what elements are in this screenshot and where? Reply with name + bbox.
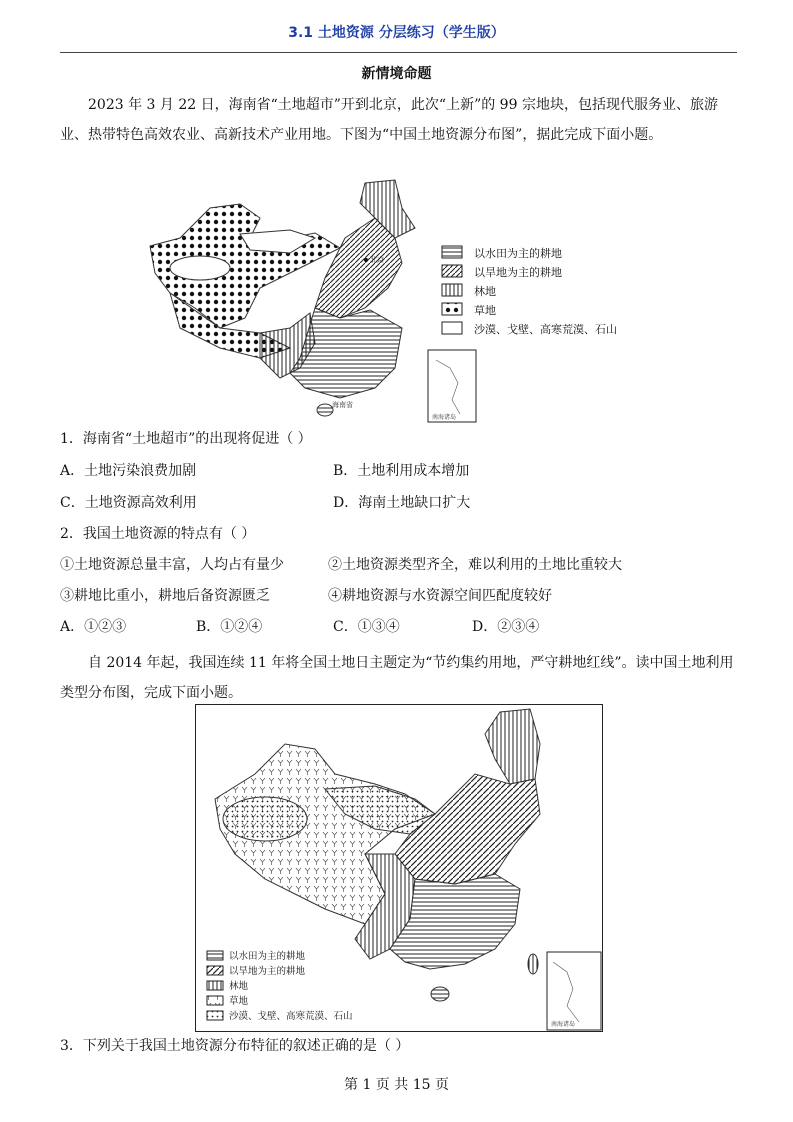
map2-hainan-island xyxy=(431,987,449,1001)
section-title: 新情境命题 xyxy=(361,66,432,82)
map2-taiwan-island xyxy=(528,954,538,974)
map1-hainan-island xyxy=(317,404,333,416)
page-header-title: 3.1 土地资源 分层练习（学生版） xyxy=(288,25,505,41)
question-2-statement-2: ②土地资源类型齐全，难以利用的土地比重较大 xyxy=(328,557,622,573)
map2-legend-swatch-grassland xyxy=(207,996,223,1005)
map2-legend-grassland: 草地 xyxy=(229,996,249,1007)
intro-paragraph-1: 2023 年 3 月 22 日，海南省“土地超市”开到北京，此次“上新”的 99 宗地块，包括现代服务业、旅游业、热带特色高效农业、高新技术产业用地。下图为“中国土地资源分布图”，据此完成下面小题。 xyxy=(60,97,718,143)
question-2-option-a[interactable]: A．①②③ xyxy=(60,619,127,635)
question-1-option-b[interactable]: B．土地利用成本增加 xyxy=(333,463,470,479)
intro-paragraph-2: 自 2014 年起，我国连续 11 年将全国土地日主题定为“节约集约用地，严守耕地红线”。读中国土地利用类型分布图，完成下面小题。 xyxy=(60,655,734,701)
map2-legend-swatch-desert xyxy=(207,1011,223,1020)
map1-legend xyxy=(442,246,617,336)
map2-legend-forest: 林地 xyxy=(229,981,249,992)
map1-legend-swatch-forest xyxy=(442,284,462,296)
question-1-option-d[interactable]: D．海南土地缺口扩大 xyxy=(333,495,471,511)
question-1-option-a[interactable]: A．土地污染浪费加剧 xyxy=(60,463,197,479)
map2-legend-dryland: 以旱地为主的耕地 xyxy=(229,966,306,977)
china-land-use-map-2 xyxy=(195,704,603,1032)
question-2-statement-1: ①土地资源总量丰富，人均占有量少 xyxy=(60,557,284,573)
map1-legend-dryland: 以旱地为主的耕地 xyxy=(474,266,562,279)
map1-legend-swatch-desert xyxy=(442,322,462,334)
map1-legend-grassland: 草地 xyxy=(474,304,496,317)
map1-legend-paddy: 以水田为主的耕地 xyxy=(474,247,562,260)
question-2-statement-3: ③耕地比重小，耕地后备资源匮乏 xyxy=(60,588,270,604)
map2-legend-desert: 沙漠、戈壁、高寒荒漠、石山 xyxy=(229,1011,353,1022)
map2-legend-swatch-forest xyxy=(207,981,223,990)
map1-legend-forest: 林地 xyxy=(474,285,496,298)
question-3-stem: 3．下列关于我国土地资源分布特征的叙述正确的是（ ） xyxy=(60,1038,410,1054)
map1-label-hainan: 海南省 xyxy=(332,401,353,409)
map1-region-desert-1 xyxy=(170,256,230,280)
map2-legend-swatch-dryland xyxy=(207,966,223,975)
map1-region-dryland xyxy=(315,218,402,318)
map2-legend-paddy: 以水田为主的耕地 xyxy=(229,951,306,962)
question-2-stem: 2．我国土地资源的特点有（ ） xyxy=(60,526,256,542)
page-footer: 第 1 页 共 15 页 xyxy=(344,1077,449,1093)
map1-legend-swatch-grassland xyxy=(442,303,462,315)
map1-legend-swatch-dryland xyxy=(442,265,462,277)
question-2-option-c[interactable]: C．①③④ xyxy=(333,619,400,635)
map1-legend-swatch-paddy xyxy=(442,246,462,258)
map2-legend-swatch-paddy xyxy=(207,951,223,960)
map1-beijing-marker xyxy=(364,258,368,262)
map2-region-desert-tarim xyxy=(223,797,307,841)
question-1-stem: 1．海南省“土地超市”的出现将促进（ ） xyxy=(60,431,312,447)
header-divider xyxy=(60,52,737,53)
map1-legend-desert: 沙漠、戈壁、高寒荒漠、石山 xyxy=(474,323,617,336)
map1-inset-frame xyxy=(428,350,476,422)
map1-label-beijing: 北京 xyxy=(370,256,384,264)
question-1-option-c[interactable]: C．土地资源高效利用 xyxy=(60,495,197,511)
question-2-statement-4: ④耕地资源与水资源空间匹配度较好 xyxy=(328,588,552,604)
map2-inset-label: 南海诸岛 xyxy=(551,1021,576,1028)
map1-inset-label: 南海诸岛 xyxy=(432,414,457,421)
question-2-option-d[interactable]: D．②③④ xyxy=(472,619,540,635)
china-land-resource-map-1 xyxy=(140,178,660,426)
question-2-option-b[interactable]: B．①②④ xyxy=(196,619,263,635)
